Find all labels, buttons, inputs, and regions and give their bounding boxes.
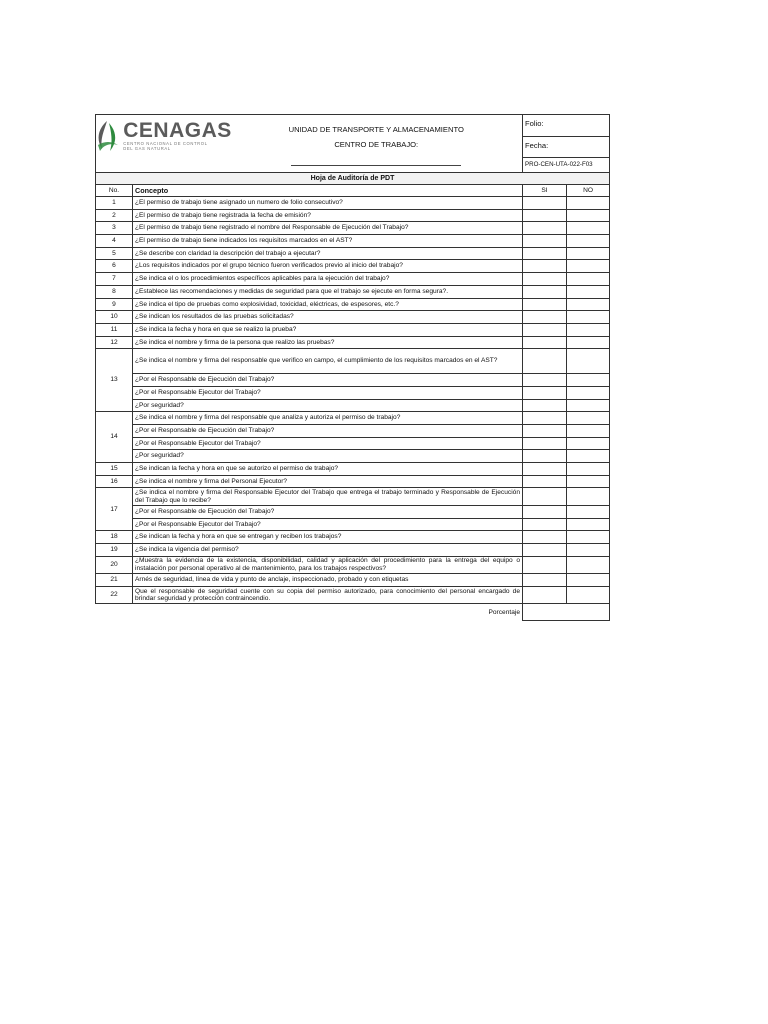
no-checkbox-cell[interactable] [567, 556, 610, 574]
no-checkbox-cell[interactable] [567, 222, 610, 235]
no-checkbox-cell[interactable] [567, 311, 610, 324]
item-number: 14 [96, 412, 133, 463]
table-row [96, 222, 610, 235]
folio-field[interactable] [523, 115, 610, 137]
item-concept: ¿El permiso de trabajo tiene registrada la fecha de emisión? [133, 209, 523, 222]
si-checkbox-cell[interactable] [523, 260, 567, 273]
table-row [96, 556, 610, 574]
item-number: 10 [96, 311, 133, 324]
si-checkbox-cell[interactable] [523, 247, 567, 260]
table-row [96, 437, 610, 450]
no-checkbox-cell[interactable] [567, 247, 610, 260]
item-concept: ¿Establece las recomendaciones y medidas de seguridad para que el trabajo se ejecute en forma segura?. [133, 285, 523, 298]
cenagas-logo [96, 119, 230, 153]
si-checkbox-cell[interactable] [523, 488, 567, 506]
item-number: 15 [96, 463, 133, 476]
table-row [96, 273, 610, 286]
col-no-answer-header: NO [567, 185, 610, 197]
si-checkbox-cell[interactable] [523, 437, 567, 450]
no-checkbox-cell[interactable] [567, 518, 610, 531]
no-checkbox-cell[interactable] [567, 209, 610, 222]
table-row [96, 488, 610, 506]
table-row [96, 531, 610, 544]
si-checkbox-cell[interactable] [523, 386, 567, 399]
item-concept-sub: ¿Por el Responsable de Ejecución del Trabajo? [133, 425, 523, 438]
table-row [96, 247, 610, 260]
centro-underline [291, 164, 461, 166]
item-concept-sub: ¿Por el Responsable Ejecutor del Trabajo? [133, 437, 523, 450]
si-checkbox-cell[interactable] [523, 222, 567, 235]
item-concept-main: ¿Se indica el nombre y firma del Responsable Ejecutor del Trabajo que entrega el trabajo terminado y Responsable de Ejecución del Trabajo que lo recibe? [133, 488, 523, 506]
fecha-label: Fecha: [525, 141, 549, 150]
item-number: 17 [96, 488, 133, 531]
centro-trabajo-line [133, 158, 523, 173]
no-checkbox-cell[interactable] [567, 197, 610, 210]
item-concept: ¿Se indica la vigencia del permiso? [133, 544, 523, 557]
item-number: 2 [96, 209, 133, 222]
item-concept-sub: ¿Por seguridad? [133, 450, 523, 463]
item-concept: ¿Se indica la fecha y hora en que se realizo la prueba? [133, 323, 523, 336]
si-checkbox-cell[interactable] [523, 425, 567, 438]
si-checkbox-cell[interactable] [523, 556, 567, 574]
no-checkbox-cell[interactable] [567, 505, 610, 518]
table-row [96, 463, 610, 476]
item-number: 22 [96, 586, 133, 604]
item-number: 13 [96, 349, 133, 412]
item-number: 4 [96, 235, 133, 248]
porcentaje-value-cell[interactable] [523, 604, 610, 621]
si-checkbox-cell[interactable] [523, 531, 567, 544]
table-row [96, 412, 610, 425]
no-checkbox-cell[interactable] [567, 574, 610, 587]
porcentaje-label: Porcentaje [488, 608, 520, 616]
table-row [96, 209, 610, 222]
item-concept: ¿El permiso de trabajo tiene registrado el nombre del Responsable de Ejecución del Trabajo? [133, 222, 523, 235]
no-checkbox-cell[interactable] [567, 450, 610, 463]
item-concept-sub: ¿Por el Responsable Ejecutor del Trabajo? [133, 518, 523, 531]
item-number: 9 [96, 298, 133, 311]
table-row [96, 518, 610, 531]
no-checkbox-cell[interactable] [567, 475, 610, 488]
si-checkbox-cell[interactable] [523, 273, 567, 286]
audit-table-body [96, 115, 610, 621]
item-concept: ¿Se indica el tipo de pruebas como explosividad, toxicidad, eléctricas, de espesores, etc.? [133, 298, 523, 311]
no-checkbox-cell[interactable] [567, 298, 610, 311]
table-row [96, 425, 610, 438]
item-concept: ¿Se indica el o los procedimientos específicos aplicables para la ejecución del trabajo? [133, 273, 523, 286]
flame-leaf-icon [94, 119, 120, 153]
audit-sheet [95, 114, 609, 621]
si-checkbox-cell[interactable] [523, 586, 567, 604]
table-row [96, 323, 610, 336]
si-checkbox-cell[interactable] [523, 349, 567, 374]
centro-trabajo: CENTRO DE TRABAJO: [133, 137, 523, 158]
si-checkbox-cell[interactable] [523, 197, 567, 210]
no-checkbox-cell[interactable] [567, 412, 610, 425]
no-checkbox-cell[interactable] [567, 488, 610, 506]
item-concept: ¿El permiso de trabajo tiene asignado un numero de folio consecutivo? [133, 197, 523, 210]
table-row [96, 475, 610, 488]
logo-cell [96, 115, 232, 173]
si-checkbox-cell[interactable] [523, 544, 567, 557]
item-number: 7 [96, 273, 133, 286]
folio-label: Folio: [525, 119, 544, 128]
table-row [96, 336, 610, 349]
table-row [96, 197, 610, 210]
logo-subtitle-2: DEL GAS NATURAL [123, 146, 171, 151]
table-row [96, 386, 610, 399]
no-checkbox-cell[interactable] [567, 374, 610, 387]
item-concept-sub: ¿Por el Responsable de Ejecución del Trabajo? [133, 505, 523, 518]
si-checkbox-cell[interactable] [523, 518, 567, 531]
no-checkbox-cell[interactable] [567, 386, 610, 399]
col-si-header: SI [523, 185, 567, 197]
item-concept: ¿Se indica el nombre y firma del Personal Ejecutor? [133, 475, 523, 488]
table-row [96, 298, 610, 311]
item-concept-sub: ¿Por el Responsable Ejecutor del Trabajo? [133, 386, 523, 399]
table-row [96, 574, 610, 587]
si-checkbox-cell[interactable] [523, 505, 567, 518]
sheet-title: Hoja de Auditoría de PDT [96, 173, 610, 185]
item-concept-sub: ¿Por seguridad? [133, 399, 523, 412]
si-checkbox-cell[interactable] [523, 323, 567, 336]
si-checkbox-cell[interactable] [523, 311, 567, 324]
item-number: 1 [96, 197, 133, 210]
table-row [96, 399, 610, 412]
no-checkbox-cell[interactable] [567, 531, 610, 544]
column-header-row [96, 185, 610, 197]
table-row [96, 586, 610, 604]
unit-title: UNIDAD DE TRANSPORTE Y ALMACENAMIENTO [133, 115, 523, 137]
no-checkbox-cell[interactable] [567, 544, 610, 557]
item-number: 12 [96, 336, 133, 349]
item-concept: ¿Los requisitos indicados por el grupo técnico fueron verificados previo al inicio del trabajo? [133, 260, 523, 273]
si-checkbox-cell[interactable] [523, 412, 567, 425]
logo-name: CENAGAS [123, 119, 232, 142]
si-checkbox-cell[interactable] [523, 374, 567, 387]
si-checkbox-cell[interactable] [523, 574, 567, 587]
item-number: 16 [96, 475, 133, 488]
table-row [96, 544, 610, 557]
no-checkbox-cell[interactable] [567, 463, 610, 476]
si-checkbox-cell[interactable] [523, 209, 567, 222]
fecha-field[interactable] [523, 137, 610, 158]
porcentaje-row [96, 604, 610, 621]
item-concept: ¿El permiso de trabajo tiene indicados los requisitos marcados en el AST? [133, 235, 523, 248]
si-checkbox-cell[interactable] [523, 285, 567, 298]
si-checkbox-cell[interactable] [523, 298, 567, 311]
no-checkbox-cell[interactable] [567, 399, 610, 412]
table-row [96, 374, 610, 387]
si-checkbox-cell[interactable] [523, 235, 567, 248]
title-row [96, 173, 610, 185]
si-checkbox-cell[interactable] [523, 399, 567, 412]
no-checkbox-cell[interactable] [567, 437, 610, 450]
no-checkbox-cell[interactable] [567, 586, 610, 604]
item-concept-main: ¿Se indica el nombre y firma del responsable que analiza y autoriza el permiso de trabajo? [133, 412, 523, 425]
table-row [96, 235, 610, 248]
item-concept: ¿Se describe con claridad la descripción del trabajo a ejecutar? [133, 247, 523, 260]
item-number: 6 [96, 260, 133, 273]
table-row [96, 260, 610, 273]
no-checkbox-cell[interactable] [567, 323, 610, 336]
item-concept: Que el responsable de seguridad cuente con su copia del permiso autorizado, para conocimiento del personal encargado de brindar seguridad y protección contraincendio. [133, 586, 523, 604]
si-checkbox-cell[interactable] [523, 463, 567, 476]
table-row [96, 311, 610, 324]
item-concept: ¿Se indican la fecha y hora en que se autorizo el permiso de trabajo? [133, 463, 523, 476]
item-concept: ¿Se indican la fecha y hora en que se entregan y reciben los trabajos? [133, 531, 523, 544]
form-code: PRO-CEN-UTA-022-F03 [523, 158, 610, 173]
item-concept-sub: ¿Por el Responsable de Ejecución del Trabajo? [133, 374, 523, 387]
table-row [96, 349, 610, 374]
table-row [96, 450, 610, 463]
item-number: 19 [96, 544, 133, 557]
item-number: 11 [96, 323, 133, 336]
si-checkbox-cell[interactable] [523, 336, 567, 349]
item-number: 20 [96, 556, 133, 574]
no-checkbox-cell[interactable] [567, 273, 610, 286]
col-concepto-header: Concepto [133, 185, 523, 197]
item-number: 18 [96, 531, 133, 544]
col-no-header: No. [96, 185, 133, 197]
no-checkbox-cell[interactable] [567, 235, 610, 248]
item-concept: ¿Se indican los resultados de las pruebas solicitadas? [133, 311, 523, 324]
table-row [96, 505, 610, 518]
item-concept-main: ¿Se indica el nombre y firma del responsable que verifico en campo, el cumplimiento de los requisitos marcados en el AST? [133, 349, 523, 374]
si-checkbox-cell[interactable] [523, 450, 567, 463]
item-concept: Arnés de seguridad, línea de vida y punto de anclaje, inspeccionado, probado y con etiquetas [133, 574, 523, 587]
no-checkbox-cell[interactable] [567, 425, 610, 438]
table-row [96, 285, 610, 298]
no-checkbox-cell[interactable] [567, 349, 610, 374]
item-number: 3 [96, 222, 133, 235]
item-number: 21 [96, 574, 133, 587]
si-checkbox-cell[interactable] [523, 475, 567, 488]
no-checkbox-cell[interactable] [567, 260, 610, 273]
audit-table [95, 114, 610, 621]
item-number: 5 [96, 247, 133, 260]
item-number: 8 [96, 285, 133, 298]
item-concept: ¿Se indica el nombre y firma de la persona que realizo las pruebas? [133, 336, 523, 349]
item-concept: ¿Muestra la evidencia de la existencia, disponibilidad, calidad y aplicación del procedimiento para la entrega del equipo o instalación por personal operativo al de mantenimiento, para los trabajos respectivos? [133, 556, 523, 574]
logo-subtitle-1: CENTRO NACIONAL DE CONTROL [123, 141, 208, 146]
no-checkbox-cell[interactable] [567, 285, 610, 298]
logo-text [123, 121, 232, 151]
no-checkbox-cell[interactable] [567, 336, 610, 349]
